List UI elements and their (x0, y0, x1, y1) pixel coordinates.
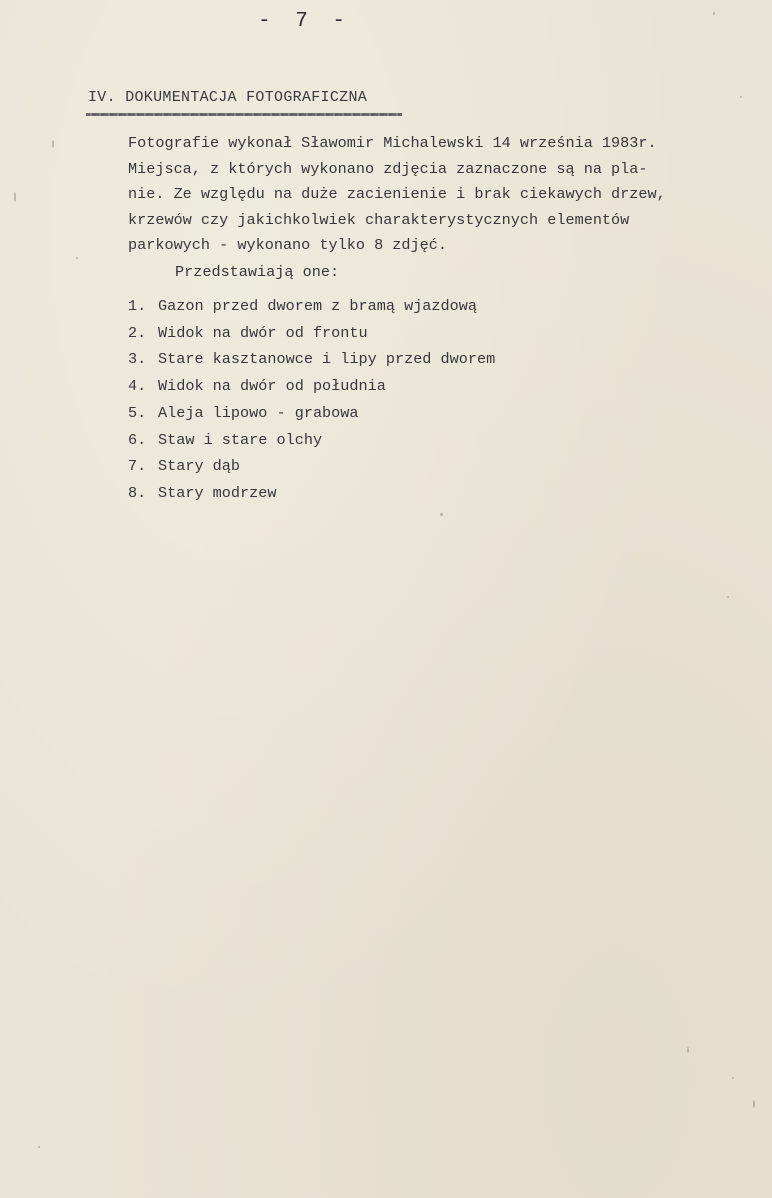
list-item-number: 3. (128, 350, 147, 369)
paper-speck (727, 596, 729, 598)
heading-underline (86, 113, 402, 116)
paper-speck (753, 1100, 755, 1108)
paper-speck (713, 12, 715, 15)
paragraph-line: parkowych - wykonano tylko 8 zdjęć. (128, 236, 447, 254)
list-item (128, 480, 495, 507)
list-item-text: Staw i stare olchy (158, 430, 323, 449)
paper-speck (687, 1047, 689, 1053)
paper-speck (440, 513, 443, 516)
paper-speck (76, 257, 78, 259)
list-item-text: Stary modrzew (158, 483, 277, 502)
paper-speck (14, 192, 16, 202)
list-item-text: Gazon przed dworem z bramą wjazdową (158, 297, 477, 315)
list-item (128, 293, 495, 320)
paper-speck (740, 96, 742, 98)
paper-speck (732, 1077, 734, 1079)
list-item (128, 373, 495, 400)
list-item (128, 346, 495, 373)
list-item-number: 4. (128, 377, 147, 396)
paragraph-line: Fotografie wykonał Sławomir Michalewski 14 września 1983r. (128, 134, 657, 152)
list-item-text: Stare kasztanowce i lipy przed dworem (158, 350, 496, 369)
list-item (128, 320, 495, 347)
list-item (128, 427, 495, 454)
paper-speck (38, 1146, 40, 1148)
list-item (128, 400, 495, 427)
paragraph-line: nie. Ze względu na duże zacienienie i brak ciekawych drzew, (128, 185, 666, 203)
list-item (128, 453, 495, 480)
photo-list (128, 293, 495, 507)
list-item-number: 5. (128, 403, 147, 422)
paper-speck (52, 140, 54, 148)
list-item-text: Stary dąb (158, 457, 241, 476)
list-item-number: 1. (128, 297, 147, 315)
list-item-text: Aleja lipowo - grabowa (158, 403, 359, 422)
paragraph-line: Miejsca, z których wykonano zdjęcia zaznaczone są na pla- (128, 159, 648, 178)
list-item-text: Widok na dwór od frontu (158, 323, 368, 342)
list-item-number: 6. (128, 430, 147, 449)
section-heading: IV. DOKUMENTACJA FOTOGRAFICZNA (88, 89, 368, 106)
list-item-number: 8. (128, 483, 147, 502)
list-item-number: 7. (128, 457, 147, 476)
list-item-number: 2. (128, 323, 147, 342)
page-number: - 7 - (258, 10, 352, 33)
paragraph-line: krzewów czy jakichkolwiek charakterystycznych elementów (128, 210, 630, 229)
list-item-text: Widok na dwór od południa (158, 377, 386, 396)
list-intro: Przedstawiają one: (175, 263, 340, 281)
body-paragraph (128, 131, 728, 259)
